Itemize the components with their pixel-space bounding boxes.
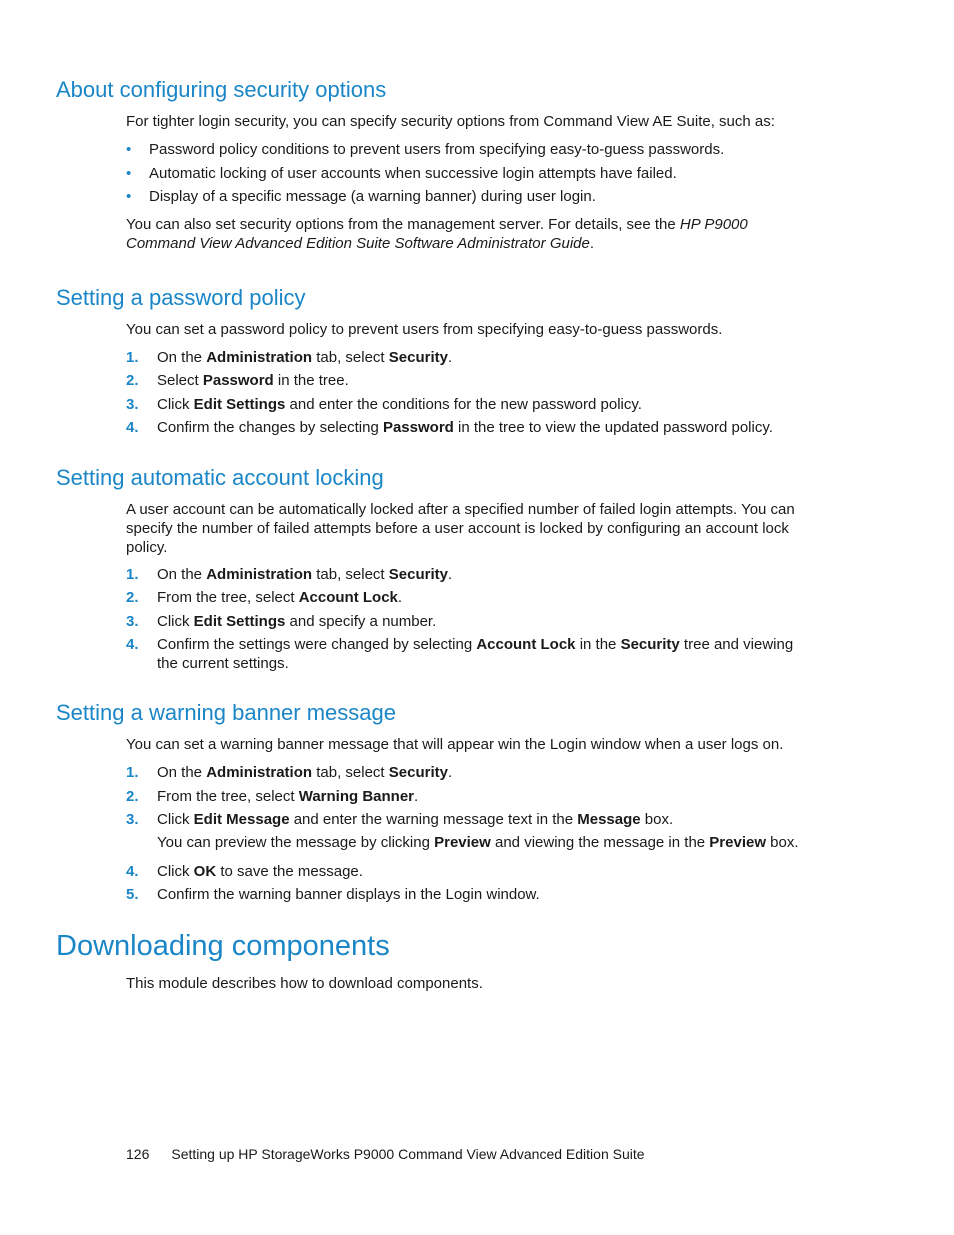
- step-text: Click Edit Settings and specify a number.: [157, 613, 437, 630]
- step-text: On the Administration tab, select Security.: [157, 764, 453, 781]
- bullet-icon: •: [126, 141, 132, 158]
- step-text: Select Password in the tree.: [157, 372, 349, 389]
- step-text: On the Administration tab, select Security.: [157, 349, 453, 366]
- security-options-outro: You can also set security options from the management server. For details, see the HP P9000 Command View Advanced Edition Suite Software Administrator Guide.: [126, 216, 748, 252]
- bullet-icon: •: [126, 165, 132, 182]
- step-number: 5.: [126, 886, 139, 903]
- step-number: 2.: [126, 372, 139, 389]
- warning-banner-intro: You can set a warning banner message that will appear win the Login window when a user logs on.: [126, 736, 784, 753]
- heading-account-locking: Setting automatic account locking: [56, 465, 384, 490]
- password-policy-intro: You can set a password policy to prevent users from specifying easy-to-guess passwords.: [126, 321, 723, 338]
- step-text: On the Administration tab, select Security.: [157, 566, 453, 583]
- step-note-text: You can preview the message by clicking Preview and viewing the message in the Preview box.: [157, 834, 799, 851]
- step-number: 1.: [126, 764, 139, 781]
- security-options-intro: For tighter login security, you can specify security options from Command View AE Suite, such as:: [126, 113, 775, 130]
- heading-about-security-options: About configuring security options: [56, 77, 387, 102]
- step-text: Confirm the warning banner displays in the Login window.: [157, 886, 540, 903]
- step-number: 3.: [126, 613, 139, 630]
- step-number: 2.: [126, 788, 139, 805]
- heading-password-policy: Setting a password policy: [56, 285, 306, 310]
- footer-title: Setting up HP StorageWorks P9000 Command View Advanced Edition Suite: [171, 1146, 645, 1162]
- bullet-icon: •: [126, 188, 132, 205]
- step-number: 4.: [126, 419, 139, 436]
- step-number: 3.: [126, 396, 139, 413]
- step-number: 1.: [126, 566, 139, 583]
- step-number: 3.: [126, 811, 139, 828]
- step-text: Click OK to save the message.: [157, 863, 363, 880]
- step-number: 4.: [126, 863, 139, 880]
- step-text: Click Edit Message and enter the warning message text in the Message box.: [157, 811, 674, 828]
- account-locking-intro: A user account can be automatically locked after a specified number of failed login attempts. You can specify the number of failed attempts before a user account is locked by configuring an account lock policy.: [126, 501, 795, 556]
- page-footer: [126, 1145, 645, 1163]
- step-number: 2.: [126, 589, 139, 606]
- heading-warning-banner: Setting a warning banner message: [56, 700, 396, 725]
- heading-downloading-components: Downloading components: [56, 930, 390, 962]
- step-number: 1.: [126, 349, 139, 366]
- step-text: From the tree, select Account Lock.: [157, 589, 403, 606]
- list-item-text: Automatic locking of user accounts when successive login attempts have failed.: [149, 165, 677, 182]
- step-number: 4.: [126, 636, 139, 653]
- admin-guide-reference: HP P9000 Command View Advanced Edition Suite Software Administrator Guide: [126, 216, 748, 252]
- list-item-text: Display of a specific message (a warning banner) during user login.: [149, 188, 596, 205]
- step-text: Confirm the settings were changed by selecting Account Lock in the Security tree and viewing the current settings.: [157, 636, 794, 672]
- step-text: From the tree, select Warning Banner.: [157, 788, 419, 805]
- page-number: 126: [126, 1146, 150, 1162]
- step-text: Confirm the changes by selecting Password in the tree to view the updated password policy.: [157, 419, 773, 436]
- list-item-text: Password policy conditions to prevent users from specifying easy-to-guess passwords.: [149, 141, 725, 158]
- step-text: Click Edit Settings and enter the conditions for the new password policy.: [157, 396, 642, 413]
- downloading-components-intro: This module describes how to download components.: [126, 975, 483, 992]
